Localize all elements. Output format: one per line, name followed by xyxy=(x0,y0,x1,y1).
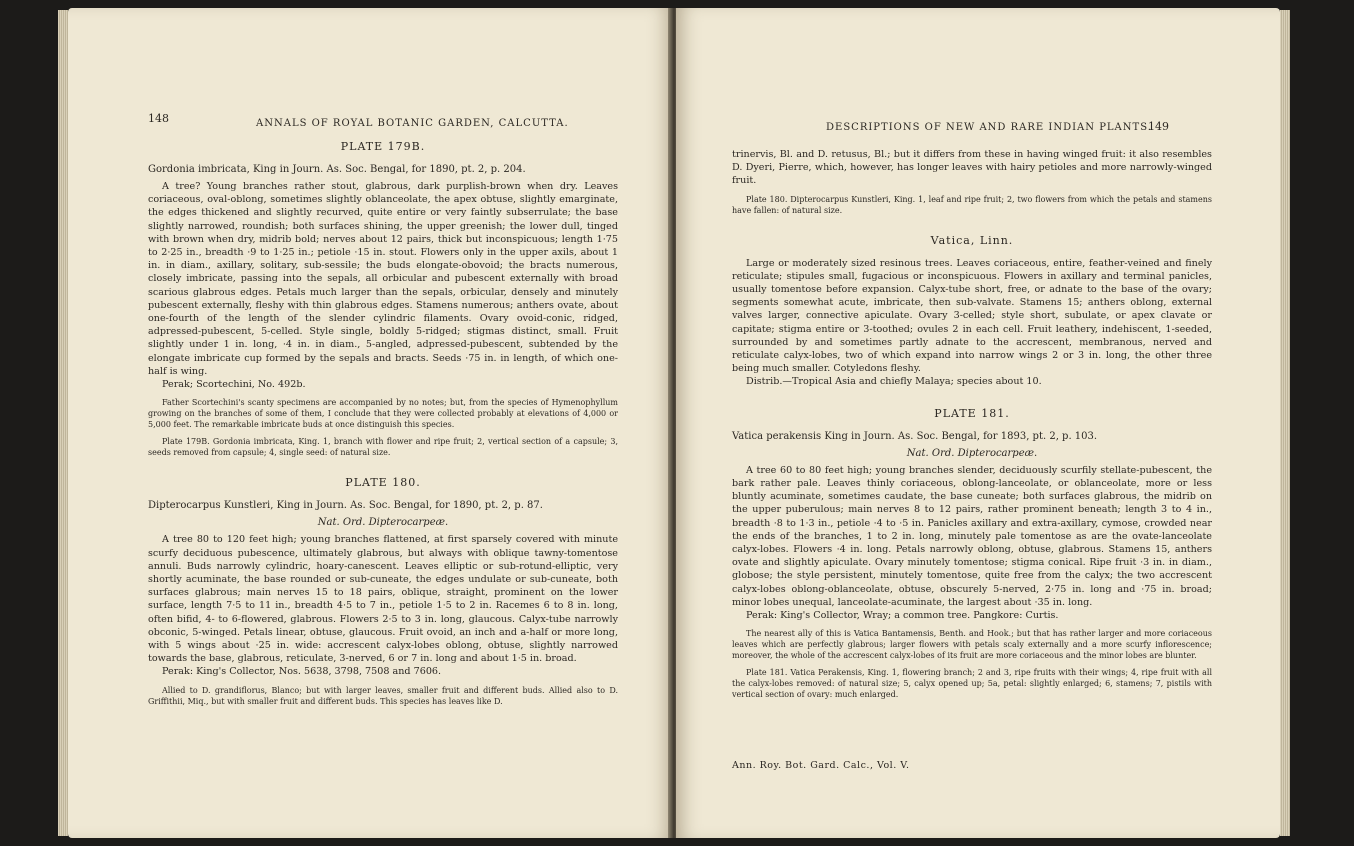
plate-179b-note: Father Scortechini's scanty specimens are accompanied by no notes; but, from the species of Hymenophyllum growing on the branches of some of them, I conclude that they were collected probably at elevations of 4,000 or 5,000 feet. The remarkable imbricate buds at once distinguish this species. xyxy=(148,398,618,430)
left-page-content xyxy=(148,140,618,707)
plate-179b-heading: Gordonia imbricata, King in Journ. As. Soc. Bengal, for 1890, pt. 2, p. 204. xyxy=(148,164,526,175)
plate-181-locality: Perak: King's Collector, Wray; a common tree. Pangkore: Curtis. xyxy=(746,610,1059,622)
plate-179b-description: A tree? Young branches rather stout, glabrous, dark purplish-brown when dry. Leaves coriaceous, oval-oblong, sometimes slightly oblanceolate, the apex obtuse, slightly emarginate, the edges thickened and slightly recurved, quite entire or very faintly subserrulate; the base slightly narrowed, roundish; both surfaces shining, the upper greenish; the lower dull, tinged with brown when dry, midrib bold; nerves about 12 pairs, thick but inconspicuous; length 1·75 to 2·25 in., breadth ·9 to 1·25 in.; petiole ·15 in. stout. Flowers only in the upper axils, about 1 in. in diam., axillary, solitary, sub-sessile; the buds elongate-obovoid; the bracts numerous, closely imbricate, passing into the sepals, all orbicular and pubescent externally with broad scarious glabrous edges. Petals much larger than the sepals, orbicular, densely and minutely pubescent externally, fleshy with thin glabrous edges. Stamens numerous; anthers ovate, about one-fourth of the length of the slender cylindric filaments. Ovary ovoid-conic, ridged, adpressed-pubescent, 5-celled. Style single, boldly 5-ridged; stigmas distinct, small. Fruit slightly under 1 in. long, ·4 in. in diam., 5-angled, adpressed-pubescent, subtended by the elongate imbricate cup formed by the sepals and bracts. Seeds ·75 in. in length, of which one-half is wing. xyxy=(148,181,618,377)
plate-180-caption: Plate 180. Dipterocarpus Kunstleri, King. 1, leaf and ripe fruit; 2, two flowers from which the petals and stamens have fallen: of natural size. xyxy=(732,194,1212,215)
plate-181-note: The nearest ally of this is Vatica Bantamensis, Benth. and Hook.; but that has rather larger and more coriaceous leaves which are perfectly glabrous; larger flowers with petals scaly externally and a more scurfy inflorescence; moreover, the whole of the accrescent calyx-lobes of its fruit are more coriaceous and the minor lobes are blunter. xyxy=(732,629,1212,661)
plate-181-order: Nat. Ord. Dipterocarpeæ. xyxy=(906,447,1038,459)
vatica-genus-description: Large or moderately sized resinous trees. Leaves coriaceous, entire, feather-veined and finely reticulate; stipules small, fugacious or inconspicuous. Flowers in axillary and terminal panicles, usually tomentose before expansion. Calyx-tube short, free, or adnate to the base of the ovary; segments somewhat acute, imbricate, then sub-valvate. Stamens 15; anthers oblong, external valves larger, connective apiculate. Ovary 3-celled; style short, subulate, or apex clavate or capitate; stigma entire or 3-toothed; ovules 2 in each cell. Fruit leathery, indehiscent, 1-seeded, surrounded by and sometimes partly adnate to the accrescent, membranous, nerved and reticulate calyx-lobes, two of which expand into narrow wings 2 or 3 in. long, the other three being much smaller. Cotyledons fleshy. xyxy=(732,257,1212,375)
plate-179b-locality: Perak; Scortechini, No. 492b. xyxy=(162,379,306,391)
left-page xyxy=(68,8,672,838)
left-page-edges xyxy=(58,10,68,836)
plate-179b-title: PLATE 179B. xyxy=(340,140,426,153)
plate-180-heading: Dipterocarpus Kunstleri, King in Journ. As. Soc. Bengal, for 1890, pt. 2, p. 87. xyxy=(148,500,543,512)
plate-181-heading: Vatica perakensis King in Journ. As. Soc. Bengal, for 1893, pt. 2, p. 103. xyxy=(732,430,1098,442)
vatica-genus-heading: Vatica, Linn. xyxy=(930,233,1014,247)
left-page-number: 148 xyxy=(148,112,169,125)
left-running-head: ANNALS OF ROYAL BOTANIC GARDEN, CALCUTTA. xyxy=(256,118,569,129)
right-page-number: 149 xyxy=(1148,120,1169,133)
dipterocarpus-continuation: trinervis, Bl. and D. retusus, Bl.; but it differs from these in having winged fruit: it also resembles D. Dyeri, Pierre, which, however, has longer leaves with hairy petioles and more narrowly-winged fruit. xyxy=(732,149,1212,187)
right-page-edges xyxy=(1280,10,1290,836)
plate-180-order: Nat. Ord. Dipterocarpeæ. xyxy=(317,517,449,529)
plate-179b-caption: Plate 179B. Gordonia imbricata, King. 1, branch with flower and ripe fruit; 2, vertical section of a capsule; 3, seeds removed from capsule; 4, single seed: of natural size. xyxy=(148,437,618,458)
plate-180-locality: Perak: King's Collector, Nos. 5638, 3798, 7508 and 7606. xyxy=(162,666,442,678)
plate-181-description: A tree 60 to 80 feet high; young branches slender, deciduously scurfily stellate-pubescent, the bark rather pale. Leaves thinly coriaceous, oblong-lanceolate, or oblanceolate, more or less bluntly acuminate, sometimes caudate, the base cuneate; both surfaces glabrous, the midrib on the upper puberulous; main nerves 8 to 12 pairs, rather prominent beneath; length 3 to 4 in., breadth ·8 to 1·3 in., petiole ·4 to ·5 in. Panicles axillary and extra-axillary, cymose, crowded near the ends of the branches, 1 to 2 in. long, minutely pale tomentose as are the ovate-lanceolate calyx-lobes. Flowers ·4 in. long. Petals narrowly oblong, obtuse, glabrous. Stamens 15, anthers ovate and slightly apiculate. Ovary minutely tomentose; stigma conical. Ripe fruit ·3 in. in diam., globose; the style persistent, minutely tomentose, quite free from the calyx; the two accrescent calyx-lobes oblong-oblanceolate, obtuse, obscurely 5-nerved, 2·75 in. long and ·75 in. broad; minor lobes unequal, lanceolate-acuminate, the largest about ·35 in. long. xyxy=(732,464,1212,608)
plate-180-note: Allied to D. grandiflorus, Blanco; but with larger leaves, smaller fruit and different buds. Allied also to D. Griffithii, Miq., but with smaller fruit and different buds. This species has leaves like D. xyxy=(148,685,618,706)
right-page xyxy=(676,8,1280,838)
right-running-head: DESCRIPTIONS OF NEW AND RARE INDIAN PLANTS. xyxy=(826,122,1152,133)
vatica-distribution: Distrib.—Tropical Asia and chiefly Malaya; species about 10. xyxy=(746,376,1042,388)
plate-180-title: PLATE 180. xyxy=(345,476,421,490)
plate-181-caption: Plate 181. Vatica Perakensis, King. 1, flowering branch; 2 and 3, ripe fruits with their wings; 4, ripe fruit with all the calyx-lobes removed: of natural size; 5, calyx opened up; 5a, petal: slightly enlarged; 6, stamens; 7, pistils with vertical section of ovary: much enlarged. xyxy=(732,668,1212,700)
plate-181-title: PLATE 181. xyxy=(934,406,1010,420)
right-page-content xyxy=(732,148,1212,700)
plate-180-description: A tree 80 to 120 feet high; young branches flattened, at first sparsely covered with minute scurfy deciduous pubescence, ultimately glabrous, but always with oblique tawny-tomentose annuli. Buds narrowly cylindric, hoary-canescent. Leaves elliptic or sub-rotund-elliptic, very shortly acuminate, the base rounded or sub-cuneate, the edges undulate or sub-cuneate, both surfaces glabrous; main nerves 15 to 18 pairs, oblique, straight, prominent on the lower surface, length 7·5 to 11 in., breadth 4·5 to 7 in., petiole 1·5 to 2 in. Racemes 6 to 8 in. long, often bifid, 4- to 6-flowered, glabrous. Flowers 2·5 to 3 in. long, glaucous. Calyx-tube narrowly obconic, 5-winged. Petals linear, obtuse, glaucous. Fruit ovoid, an inch and a-half or more long, with 5 wings about ·25 in. wide: accrescent calyx-lobes oblong, obtuse, slightly narrowed towards the base, glabrous, reticulate, 3-nerved, 6 or 7 in. long and about 1·5 in. broad. xyxy=(148,534,618,665)
journal-footer: Ann. Roy. Bot. Gard. Calc., Vol. V. xyxy=(732,760,910,771)
